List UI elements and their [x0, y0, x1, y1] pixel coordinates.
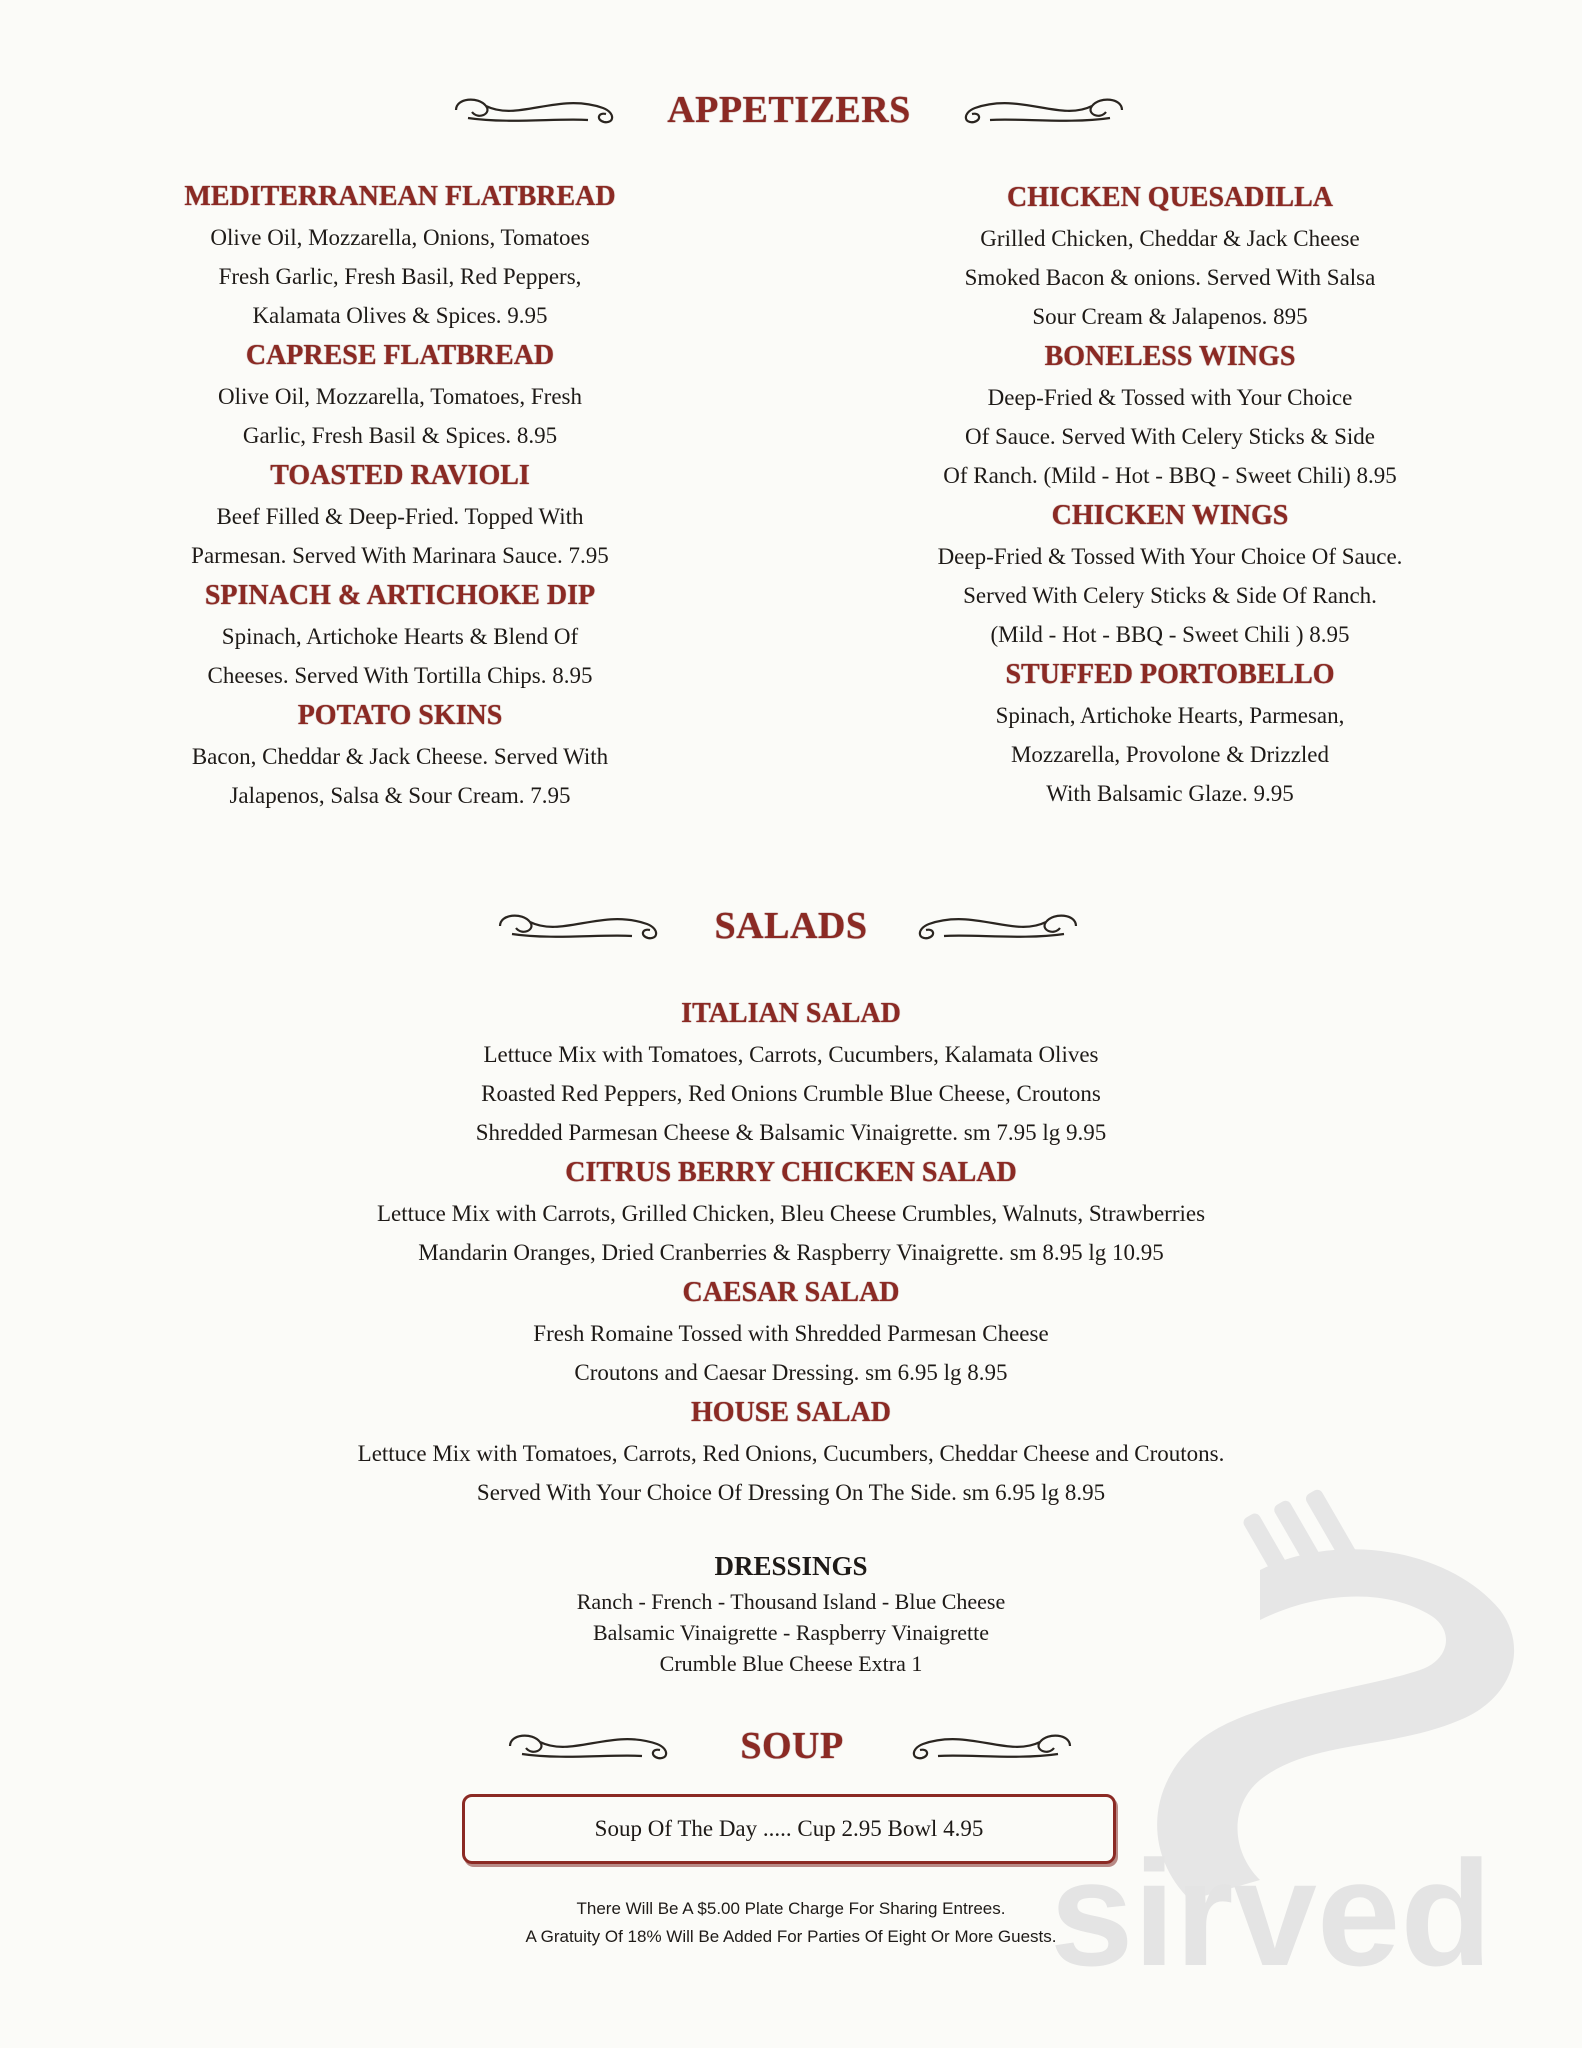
- salads-title: SALADS: [714, 905, 868, 947]
- footer-line: A Gratuity Of 18% Will Be Added For Parties Of Eight Or More Guests.: [525, 1927, 1057, 1946]
- item-name: CAESAR SALAD: [682, 1277, 900, 1308]
- menu-item: [100, 335, 700, 455]
- menu-item: [0, 1392, 1582, 1512]
- item-description: Shredded Parmesan Cheese & Balsamic Vinaigrette. sm 7.95 lg 9.95: [475, 1120, 1107, 1145]
- dressings-line: Ranch - French - Thousand Island - Blue Cheese: [576, 1589, 1006, 1614]
- soup-title: SOUP: [740, 1725, 844, 1767]
- menu-item: [100, 176, 700, 335]
- item-description: Roasted Red Peppers, Red Onions Crumble Blue Cheese, Croutons: [481, 1081, 1101, 1106]
- item-name: CITRUS BERRY CHICKEN SALAD: [565, 1157, 1017, 1188]
- scroll-flourish-icon: [950, 88, 1140, 132]
- item-name: MEDITERRANEAN FLATBREAD: [184, 181, 616, 212]
- item-name: CHICKEN WINGS: [1051, 500, 1289, 531]
- item-description: Of Ranch. (Mild - Hot - BBQ - Sweet Chili) 8.95: [943, 463, 1397, 488]
- appetizers-title: APPETIZERS: [667, 89, 911, 131]
- item-description: Deep-Fried & Tossed With Your Choice Of Sauce.: [937, 544, 1403, 569]
- item-description: Smoked Bacon & onions. Served With Salsa: [964, 265, 1376, 290]
- item-name: ITALIAN SALAD: [681, 998, 901, 1029]
- menu-item: [860, 336, 1480, 495]
- item-name: HOUSE SALAD: [691, 1397, 891, 1428]
- item-description: Kalamata Olives & Spices. 9.95: [252, 303, 548, 328]
- menu-item: [860, 654, 1480, 813]
- item-description: Spinach, Artichoke Hearts & Blend Of: [221, 624, 579, 649]
- dressings-title: DRESSINGS: [714, 1551, 868, 1581]
- footer-notes: [0, 1895, 1582, 1951]
- item-name: SPINACH & ARTICHOKE DIP: [204, 580, 596, 611]
- item-description: Croutons and Caesar Dressing. sm 6.95 lg 8.95: [574, 1360, 1008, 1385]
- item-description: Beef Filled & Deep-Fried. Topped With: [216, 504, 584, 529]
- item-description: Fresh Garlic, Fresh Basil, Red Peppers,: [218, 264, 582, 289]
- menu-item: [100, 575, 700, 695]
- item-description: Bacon, Cheddar & Jack Cheese. Served With: [191, 744, 609, 769]
- item-description: (Mild - Hot - BBQ - Sweet Chili ) 8.95: [990, 622, 1350, 647]
- item-description: Fresh Romaine Tossed with Shredded Parmesan Cheese: [533, 1321, 1049, 1346]
- footer-line: There Will Be A $5.00 Plate Charge For Sharing Entrees.: [576, 1899, 1006, 1918]
- item-description: Cheeses. Served With Tortilla Chips. 8.95: [207, 663, 593, 688]
- scroll-flourish-icon: [438, 88, 628, 132]
- scroll-flourish-icon: [482, 904, 672, 948]
- item-name: TOASTED RAVIOLI: [270, 460, 530, 491]
- item-name: POTATO SKINS: [297, 700, 503, 731]
- item-description: With Balsamic Glaze. 9.95: [1046, 781, 1294, 806]
- menu-item: [100, 695, 700, 815]
- scroll-flourish-icon: [492, 1724, 682, 1768]
- item-description: Grilled Chicken, Cheddar & Jack Cheese: [980, 226, 1360, 251]
- item-description: Jalapenos, Salsa & Sour Cream. 7.95: [229, 783, 571, 808]
- menu-item: [860, 177, 1480, 336]
- menu-item: [0, 1152, 1582, 1272]
- scroll-flourish-icon: [904, 904, 1094, 948]
- item-description: Lettuce Mix with Tomatoes, Carrots, Red Onions, Cucumbers, Cheddar Cheese and Croutons.: [357, 1441, 1225, 1466]
- appetizers-left-column: [100, 176, 700, 815]
- item-description: Sour Cream & Jalapenos. 895: [1032, 304, 1308, 329]
- item-description: Mozzarella, Provolone & Drizzled: [1010, 742, 1330, 767]
- item-description: Lettuce Mix with Tomatoes, Carrots, Cucumbers, Kalamata Olives: [483, 1042, 1099, 1067]
- item-description: Served With Celery Sticks & Side Of Ranch.: [963, 583, 1377, 608]
- salads-list: [0, 993, 1582, 1512]
- item-description: Mandarin Oranges, Dried Cranberries & Raspberry Vinaigrette. sm 8.95 lg 10.95: [418, 1240, 1164, 1265]
- appetizers-header: [0, 80, 1582, 140]
- item-description: Of Sauce. Served With Celery Sticks & Side: [964, 424, 1376, 449]
- item-description: Garlic, Fresh Basil & Spices. 8.95: [242, 423, 558, 448]
- menu-item: [0, 1272, 1582, 1392]
- item-description: Served With Your Choice Of Dressing On The Side. sm 6.95 lg 8.95: [476, 1480, 1106, 1505]
- item-name: BONELESS WINGS: [1044, 341, 1296, 372]
- item-name: STUFFED PORTOBELLO: [1005, 659, 1335, 690]
- item-description: Olive Oil, Mozzarella, Onions, Tomatoes: [210, 225, 590, 250]
- menu-item: [100, 455, 700, 575]
- soup-header: [0, 1716, 1582, 1776]
- scroll-flourish-icon: [898, 1724, 1088, 1768]
- item-name: CHICKEN QUESADILLA: [1007, 182, 1333, 213]
- item-description: Parmesan. Served With Marinara Sauce. 7.95: [191, 543, 609, 568]
- item-description: Deep-Fried & Tossed with Your Choice: [987, 385, 1353, 410]
- item-name: CAPRESE FLATBREAD: [245, 340, 555, 371]
- item-description: Olive Oil, Mozzarella, Tomatoes, Fresh: [218, 384, 582, 409]
- menu-item: [0, 993, 1582, 1152]
- soup-of-the-day: Soup Of The Day ..... Cup 2.95 Bowl 4.95: [594, 1816, 984, 1841]
- item-description: Spinach, Artichoke Hearts, Parmesan,: [995, 703, 1345, 728]
- appetizers-right-column: [860, 177, 1480, 813]
- dressings-line: Crumble Blue Cheese Extra 1: [659, 1651, 923, 1676]
- soup-box: [462, 1794, 1116, 1864]
- dressings-line: Balsamic Vinaigrette - Raspberry Vinaigrette: [592, 1620, 990, 1645]
- menu-item: [860, 495, 1480, 654]
- dressings-block: [0, 1546, 1582, 1679]
- salads-header: [0, 896, 1582, 956]
- item-description: Lettuce Mix with Carrots, Grilled Chicken, Bleu Cheese Crumbles, Walnuts, Strawberries: [376, 1201, 1206, 1226]
- watermark-text: sirved: [1050, 1829, 1492, 1980]
